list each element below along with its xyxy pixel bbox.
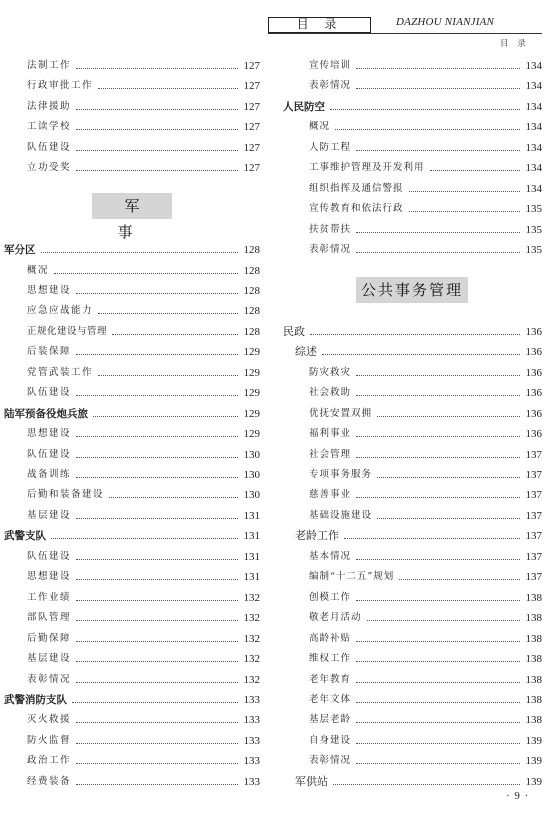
toc-entry-page: 136 bbox=[525, 325, 542, 338]
toc-left-entry bbox=[4, 686, 260, 706]
toc-right-entry bbox=[283, 134, 542, 154]
leader-dots bbox=[76, 784, 238, 785]
leader-dots bbox=[356, 661, 520, 662]
toc-right-entry bbox=[283, 543, 542, 563]
leader-dots bbox=[356, 252, 520, 253]
leader-dots bbox=[409, 191, 520, 192]
toc-entry-title: 政治工作 bbox=[27, 755, 72, 767]
toc-right-entry bbox=[283, 175, 542, 195]
toc-right-entry bbox=[283, 216, 542, 236]
toc-entry-page: 129 bbox=[243, 407, 260, 420]
toc-entry-title: 表彰情况 bbox=[309, 244, 352, 256]
toc-entry-title: 行政审批工作 bbox=[27, 80, 94, 92]
toc-entry-title: 法律援助 bbox=[27, 100, 72, 112]
toc-entry-title: 老年文体 bbox=[309, 693, 352, 705]
toc-entry-page: 128 bbox=[243, 305, 260, 318]
toc-right-entry bbox=[283, 379, 542, 399]
toc-entry-title: 思想建设 bbox=[27, 571, 72, 583]
toc-entry-title: 陆军预备役炮兵旅 bbox=[4, 407, 88, 420]
toc-right-entry bbox=[283, 727, 542, 747]
leader-dots bbox=[76, 722, 238, 723]
leader-dots bbox=[76, 661, 238, 662]
toc-left-entry bbox=[4, 257, 260, 277]
leader-dots bbox=[54, 273, 238, 274]
toc-entry-page: 134 bbox=[525, 100, 542, 113]
toc-right-entry bbox=[283, 236, 542, 256]
toc-entry-title: 综述 bbox=[295, 345, 317, 359]
toc-left-entry bbox=[4, 297, 260, 317]
leader-dots bbox=[76, 620, 238, 621]
leader-dots bbox=[409, 211, 520, 212]
toc-entry-page: 134 bbox=[525, 182, 542, 195]
toc-entry-title: 慈善事业 bbox=[309, 489, 352, 501]
toc-entry-title: 社会管理 bbox=[309, 448, 352, 460]
toc-right-entry bbox=[283, 666, 542, 686]
toc-entry-title: 后装保障 bbox=[27, 346, 72, 358]
toc-entry-title: 福利事业 bbox=[309, 428, 352, 440]
toc-entry-title: 思想建设 bbox=[27, 284, 72, 296]
toc-left-entry bbox=[4, 134, 260, 154]
toc-entry-page: 130 bbox=[243, 448, 260, 461]
toc-entry-title: 立功受奖 bbox=[27, 162, 72, 174]
toc-left-entry bbox=[4, 584, 260, 604]
leader-dots bbox=[76, 395, 238, 396]
toc-entry-page: 128 bbox=[243, 284, 260, 297]
toc-entry-title: 老龄工作 bbox=[295, 529, 339, 543]
leader-dots bbox=[399, 579, 520, 580]
toc-left-entry bbox=[4, 727, 260, 747]
toc-entry-title: 武警支队 bbox=[4, 530, 46, 543]
toc-entry-page: 136 bbox=[525, 346, 542, 359]
toc-right-entry bbox=[283, 338, 542, 358]
toc-right-entry bbox=[283, 768, 542, 788]
leader-dots bbox=[51, 538, 238, 539]
toc-entry-page: 137 bbox=[525, 509, 542, 522]
leader-dots bbox=[330, 109, 520, 110]
toc-right-entry bbox=[283, 195, 542, 215]
toc-entry-title: 优抚安置双拥 bbox=[309, 407, 373, 419]
toc-entry-title: 扶贫帮扶 bbox=[309, 223, 352, 235]
toc-entry-title: 工读学校 bbox=[27, 121, 72, 133]
toc-entry-page: 137 bbox=[525, 469, 542, 481]
leader-dots bbox=[377, 518, 520, 519]
leader-dots bbox=[98, 88, 238, 89]
leader-dots bbox=[109, 497, 238, 498]
leader-dots bbox=[76, 150, 238, 151]
toc-entry-page: 130 bbox=[243, 489, 260, 502]
leader-dots bbox=[76, 559, 238, 560]
toc-entry-page: 132 bbox=[243, 653, 260, 666]
toc-entry-page: 134 bbox=[525, 141, 542, 154]
toc-entry-title: 基层建设 bbox=[27, 509, 72, 521]
toc-entry-title: 正规化建设与管理 bbox=[27, 325, 108, 337]
toc-right-entry bbox=[283, 645, 542, 665]
toc-left-entry bbox=[4, 666, 260, 686]
toc-entry-title: 基层建设 bbox=[27, 653, 72, 665]
leader-dots bbox=[356, 395, 520, 396]
toc-left-entry bbox=[4, 645, 260, 665]
toc-entry-page: 135 bbox=[525, 223, 542, 236]
leader-dots bbox=[98, 375, 238, 376]
header-title-box: 目 录 bbox=[268, 17, 371, 33]
toc-left-entry bbox=[4, 706, 260, 726]
toc-entry-title: 基础设施建设 bbox=[309, 509, 373, 521]
toc-left-entry bbox=[4, 379, 260, 399]
toc-entry-page: 128 bbox=[243, 244, 260, 257]
leader-dots bbox=[76, 579, 238, 580]
toc-entry-page: 136 bbox=[525, 428, 542, 441]
leader-dots bbox=[76, 477, 238, 478]
toc-entry-page: 133 bbox=[243, 755, 260, 768]
toc-entry-page: 135 bbox=[525, 203, 542, 216]
toc-entry-page: 131 bbox=[243, 550, 260, 563]
toc-right-entry bbox=[283, 563, 542, 583]
toc-right-entry bbox=[283, 52, 542, 72]
toc-entry-title: 自身建设 bbox=[309, 734, 352, 746]
leader-dots bbox=[377, 416, 520, 417]
toc-left-entry bbox=[4, 768, 260, 788]
toc-entry-page: 138 bbox=[525, 591, 542, 604]
leader-dots bbox=[356, 150, 520, 151]
toc-entry-title: 创模工作 bbox=[309, 591, 352, 603]
toc-entry-title: 队伍建设 bbox=[27, 387, 72, 399]
toc-entry-page: 134 bbox=[525, 80, 542, 93]
leader-dots bbox=[356, 559, 520, 560]
toc-entry-page: 139 bbox=[525, 775, 542, 788]
toc-right-entry bbox=[283, 93, 542, 113]
toc-entry-title: 表彰情况 bbox=[309, 755, 352, 767]
toc-entry-title: 维权工作 bbox=[309, 653, 352, 665]
toc-entry-title: 宣传教育和依法行政 bbox=[309, 203, 404, 215]
toc-right-entry bbox=[283, 154, 542, 174]
toc-entry-page: 128 bbox=[243, 264, 260, 277]
toc-entry-page: 127 bbox=[243, 162, 260, 175]
leader-dots bbox=[333, 784, 520, 785]
leader-dots bbox=[356, 600, 520, 601]
toc-entry-title: 基层老龄 bbox=[309, 714, 352, 726]
toc-entry-page: 131 bbox=[243, 530, 260, 543]
toc-left-entry bbox=[4, 277, 260, 297]
leader-dots bbox=[76, 354, 238, 355]
leader-dots bbox=[76, 763, 238, 764]
toc-entry-title: 队伍建设 bbox=[27, 550, 72, 562]
toc-right-entry bbox=[283, 604, 542, 624]
toc-entry-page: 129 bbox=[243, 428, 260, 441]
leader-dots bbox=[76, 109, 238, 110]
toc-entry-page: 133 bbox=[243, 734, 260, 747]
header-rule bbox=[268, 33, 542, 34]
leader-dots bbox=[356, 763, 520, 764]
toc-entry-title: 老年教育 bbox=[309, 673, 352, 685]
toc-entry-page: 138 bbox=[525, 653, 542, 666]
toc-entry-page: 136 bbox=[525, 387, 542, 400]
toc-entry-page: 134 bbox=[525, 121, 542, 134]
toc-entry-page: 138 bbox=[525, 612, 542, 625]
toc-left-entry bbox=[4, 461, 260, 481]
toc-left-entry bbox=[4, 72, 260, 92]
toc-entry-page: 133 bbox=[243, 775, 260, 788]
toc-entry-title: 人防工程 bbox=[309, 141, 352, 153]
toc-entry-page: 134 bbox=[525, 60, 542, 72]
toc-left-entry bbox=[4, 318, 260, 338]
toc-entry-page: 131 bbox=[243, 571, 260, 584]
toc-entry-title: 经费装备 bbox=[27, 775, 72, 787]
toc-left-entry bbox=[4, 420, 260, 440]
toc-right-entry bbox=[283, 113, 542, 133]
leader-dots bbox=[76, 457, 238, 458]
toc-entry-title: 思想建设 bbox=[27, 428, 72, 440]
leader-dots bbox=[356, 232, 520, 233]
header-subtitle: 目 录 bbox=[500, 39, 529, 49]
toc-left-entry bbox=[4, 481, 260, 501]
toc-right-entry bbox=[283, 747, 542, 767]
page-number: · 9 · bbox=[506, 790, 530, 802]
toc-entry-page: 127 bbox=[243, 100, 260, 113]
leader-dots bbox=[76, 641, 238, 642]
toc-right-entry bbox=[283, 625, 542, 645]
toc-entry-title: 社会救助 bbox=[309, 387, 352, 399]
leader-dots bbox=[356, 497, 520, 498]
leader-dots bbox=[356, 68, 520, 69]
toc-left-entry bbox=[4, 338, 260, 358]
leader-dots bbox=[430, 170, 520, 171]
toc-entry-page: 129 bbox=[243, 346, 260, 359]
toc-entry-page: 134 bbox=[525, 162, 542, 175]
toc-entry-page: 127 bbox=[243, 80, 260, 93]
toc-entry-page: 138 bbox=[525, 673, 542, 686]
toc-entry-title: 队伍建设 bbox=[27, 448, 72, 460]
toc-entry-page: 133 bbox=[243, 693, 260, 706]
leader-dots bbox=[76, 293, 238, 294]
toc-entry-title: 敬老月活动 bbox=[309, 612, 362, 624]
toc-entry-title: 后勤和装备建设 bbox=[27, 489, 105, 501]
toc-left-entry bbox=[4, 543, 260, 563]
toc-entry-title: 工作业绩 bbox=[27, 591, 72, 603]
toc-left-entry bbox=[4, 625, 260, 645]
leader-dots bbox=[310, 334, 520, 335]
toc-left-entry bbox=[4, 400, 260, 420]
toc-entry-page: 139 bbox=[525, 755, 542, 768]
toc-entry-page: 138 bbox=[525, 693, 542, 706]
leader-dots bbox=[72, 702, 238, 703]
toc-entry-page: 127 bbox=[243, 60, 260, 72]
toc-entry-title: 高龄补贴 bbox=[309, 632, 352, 644]
toc-entry-page: 136 bbox=[525, 407, 542, 420]
toc-entry-page: 132 bbox=[243, 632, 260, 645]
leader-dots bbox=[356, 457, 520, 458]
toc-entry-page: 139 bbox=[525, 734, 542, 747]
toc-entry-page: 137 bbox=[525, 489, 542, 502]
toc-entry-title: 军供站 bbox=[295, 774, 328, 788]
leader-dots bbox=[344, 538, 520, 539]
leader-dots bbox=[76, 68, 238, 69]
toc-entry-page: 132 bbox=[243, 591, 260, 604]
leader-dots bbox=[356, 722, 520, 723]
toc-left-entry bbox=[4, 154, 260, 174]
toc-entry-title: 概况 bbox=[309, 121, 331, 133]
toc-entry-page: 129 bbox=[243, 387, 260, 400]
toc-entry-title: 民政 bbox=[283, 324, 305, 338]
leader-dots bbox=[356, 682, 520, 683]
leader-dots bbox=[356, 88, 520, 89]
toc-entry-title: 部队管理 bbox=[27, 612, 72, 624]
leader-dots bbox=[356, 641, 520, 642]
toc-left-entry bbox=[4, 93, 260, 113]
toc-entry-page: 132 bbox=[243, 673, 260, 686]
toc-entry-page: 133 bbox=[243, 714, 260, 727]
leader-dots bbox=[356, 375, 520, 376]
toc-right-entry bbox=[283, 522, 542, 542]
toc-right-entry bbox=[283, 686, 542, 706]
toc-entry-page: 130 bbox=[243, 469, 260, 481]
toc-right-entry bbox=[283, 706, 542, 726]
toc-entry-title: 灭火救援 bbox=[27, 714, 72, 726]
leader-dots bbox=[335, 129, 520, 130]
toc-left-entry bbox=[4, 522, 260, 542]
toc-entry-title: 表彰情况 bbox=[27, 673, 72, 685]
toc-entry-page: 138 bbox=[525, 632, 542, 645]
toc-entry-page: 127 bbox=[243, 141, 260, 154]
toc-left-entry bbox=[4, 563, 260, 583]
leader-dots bbox=[367, 620, 520, 621]
toc-right-entry bbox=[283, 359, 542, 379]
leader-dots bbox=[98, 313, 238, 314]
toc-right-entry bbox=[283, 502, 542, 522]
leader-dots bbox=[76, 743, 238, 744]
toc-entry-title: 人民防空 bbox=[283, 100, 325, 113]
toc-entry-page: 137 bbox=[525, 550, 542, 563]
toc-entry-title: 编制“十二五”规划 bbox=[309, 571, 395, 583]
toc-left-entry bbox=[4, 747, 260, 767]
toc-entry-title: 法制工作 bbox=[27, 60, 72, 71]
leader-dots bbox=[76, 682, 238, 683]
toc-entry-title: 表彰情况 bbox=[309, 80, 352, 92]
toc-right-entry bbox=[283, 584, 542, 604]
toc-entry-title: 工事维护管理及开发利用 bbox=[309, 162, 425, 174]
leader-dots bbox=[93, 416, 238, 417]
section-title-military: 军 事 bbox=[92, 193, 172, 219]
leader-dots bbox=[76, 129, 238, 130]
toc-entry-page: 137 bbox=[525, 448, 542, 461]
toc-entry-title: 军分区 bbox=[4, 244, 36, 257]
leader-dots bbox=[112, 334, 238, 335]
toc-left-entry bbox=[4, 604, 260, 624]
toc-entry-title: 队伍建设 bbox=[27, 141, 72, 153]
leader-dots bbox=[377, 477, 520, 478]
toc-entry-page: 132 bbox=[243, 612, 260, 625]
toc-entry-page: 136 bbox=[525, 366, 542, 379]
toc-right-entry bbox=[283, 318, 542, 338]
toc-left-entry bbox=[4, 502, 260, 522]
toc-entry-title: 概况 bbox=[27, 264, 50, 276]
toc-entry-title: 后勤保障 bbox=[27, 632, 72, 644]
toc-entry-title: 防火监督 bbox=[27, 734, 72, 746]
toc-entry-page: 137 bbox=[525, 530, 542, 543]
toc-entry-page: 127 bbox=[243, 121, 260, 134]
toc-entry-page: 131 bbox=[243, 509, 260, 522]
toc-entry-page: 129 bbox=[243, 366, 260, 379]
toc-left-entry bbox=[4, 52, 260, 72]
leader-dots bbox=[356, 702, 520, 703]
leader-dots bbox=[356, 743, 520, 744]
toc-left-entry bbox=[4, 359, 260, 379]
toc-left-entry bbox=[4, 113, 260, 133]
toc-right-entry bbox=[283, 481, 542, 501]
leader-dots bbox=[76, 170, 238, 171]
toc-left-entry bbox=[4, 441, 260, 461]
toc-entry-title: 战备训练 bbox=[27, 469, 72, 480]
toc-entry-page: 135 bbox=[525, 244, 542, 257]
toc-entry-title: 应急应战能力 bbox=[27, 305, 94, 317]
toc-entry-title: 防灾救灾 bbox=[309, 366, 352, 378]
toc-entry-page: 138 bbox=[525, 714, 542, 727]
journal-name: DAZHOU NIANJIAN bbox=[396, 16, 495, 28]
toc-right-entry bbox=[283, 72, 542, 92]
toc-right-entry bbox=[283, 420, 542, 440]
leader-dots bbox=[356, 436, 520, 437]
toc-entry-page: 128 bbox=[243, 325, 260, 338]
toc-right-entry bbox=[283, 461, 542, 481]
toc-entry-title: 武警消防支队 bbox=[4, 693, 67, 706]
leader-dots bbox=[76, 600, 238, 601]
toc-entry-page: 137 bbox=[525, 571, 542, 584]
leader-dots bbox=[76, 518, 238, 519]
toc-entry-title: 专项事务服务 bbox=[309, 469, 373, 480]
section-title-public-affairs: 公共事务管理 bbox=[356, 277, 468, 303]
toc-entry-title: 基本情况 bbox=[309, 550, 352, 562]
leader-dots bbox=[76, 436, 238, 437]
toc-right-entry bbox=[283, 441, 542, 461]
toc-entry-title: 党管武装工作 bbox=[27, 366, 94, 378]
toc-entry-title: 组织指挥及通信警报 bbox=[309, 182, 404, 194]
leader-dots bbox=[322, 354, 520, 355]
leader-dots bbox=[41, 252, 239, 253]
toc-entry-title: 宣传培训 bbox=[309, 60, 352, 71]
toc-right-entry bbox=[283, 400, 542, 420]
